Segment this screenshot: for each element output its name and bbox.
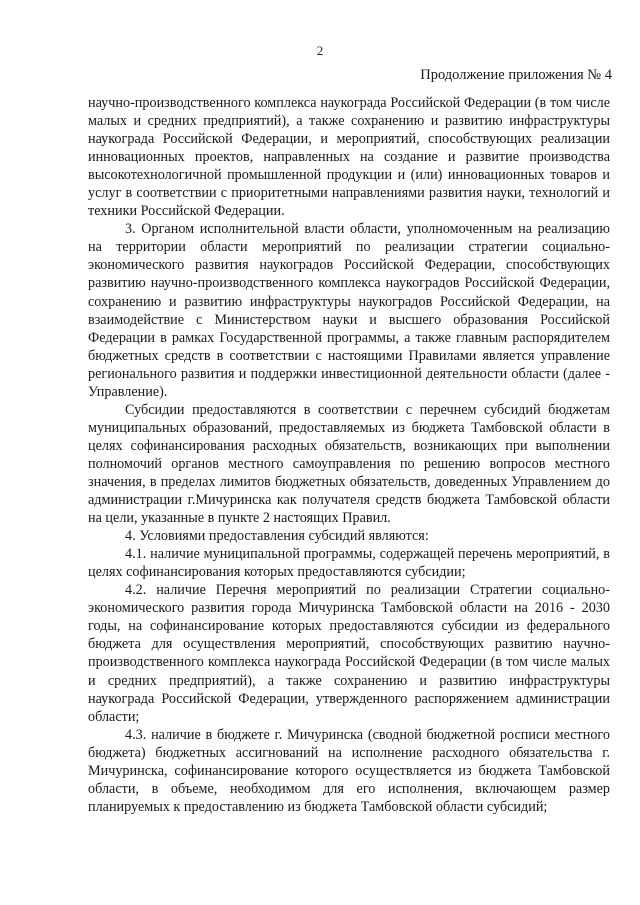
paragraph-clause-4: 4. Условиями предоставления субсидий являются: <box>125 528 429 545</box>
page-number: 2 <box>316 43 324 58</box>
paragraph-subsidies: Субсидии предоставляются в соответствии с перечнем субсидий бюджетам муниципальных образований, предоставляемых из бюджета Тамбовской области в целях софинансирования расходных обязательств, возникающих при выполнении полномочий органов местного самоуправления по решению вопросов местного значения, в пределах лимитов бюджетных обязательств, доведенных Управлением до администрации г.Мичуринска как получателя средств бюджета Тамбовской области на цели, указанные в пункте 2 настоящих Правил. <box>88 401 610 527</box>
paragraph-clause-3: 3. Органом исполнительной власти области, уполномоченным на реализацию на территории области мероприятий по реализации стратегии социально-экономического развития наукоградов Российской Федерации, способствующих развитию научно-производственного комплекса наукоградов Российской Федерации, сохранению и развитию инфраструктуры наукоградов Российской Федерации, на взаимодействие с Министерством науки и высшего образования Российской Федерации в рамках Государственной программы, а также главным распорядителем бюджетных средств в соответствии с настоящими Правилами является управление регионального развития и поддержки инвестиционной деятельности области (далее - Управление). <box>88 221 610 400</box>
paragraph-continuation: научно-производственного комплекса наукограда Российской Федерации (в том числе малых и средних предприятий), а также сохранению и развитию инфраструктуры наукограда Российской Федерации, и мероприятий, способствующих реализации инновационных проектов, направленных на создание и развитие производства высокотехнологичной промышленной продукции и (или) инновационных товаров и услуг в соответствии с приоритетными направлениями развития науки, технологий и техники Российской Федерации. <box>88 95 610 220</box>
paragraph-clause-4-1: 4.1. наличие муниципальной программы, содержащей перечень мероприятий, в целях софинансирования которых предоставляются субсидии; <box>88 546 610 581</box>
document-body <box>88 94 610 816</box>
appendix-continuation-label: Продолжение приложения № 4 <box>420 67 612 83</box>
paragraph-clause-4-3: 4.3. наличие в бюджете г. Мичуринска (сводной бюджетной росписи местного бюджета) бюджетных ассигнований на исполнение расходного обязательства г. Мичуринска, софинансирование которого осуществляется из бюджета Тамбовской области, в объеме, необходимом для его исполнения, включающем размер планируемых к предоставлению из бюджета Тамбовской области субсидий; <box>88 726 610 815</box>
paragraph-clause-4-2: 4.2. наличие Перечня мероприятий по реализации Стратегии социально-экономического развития города Мичуринска Тамбовской области на 2016 - 2030 годы, на софинансирование которых предоставляются субсидии из федерального бюджета для осуществления мероприятий, способствующих развитию научно-производственного комплекса наукограда Российской Федерации (в том числе малых и средних предприятий), а также сохранению и развитию инфраструктуры наукограда Российской Федерации, утвержденного распоряжением администрации области; <box>88 582 610 725</box>
